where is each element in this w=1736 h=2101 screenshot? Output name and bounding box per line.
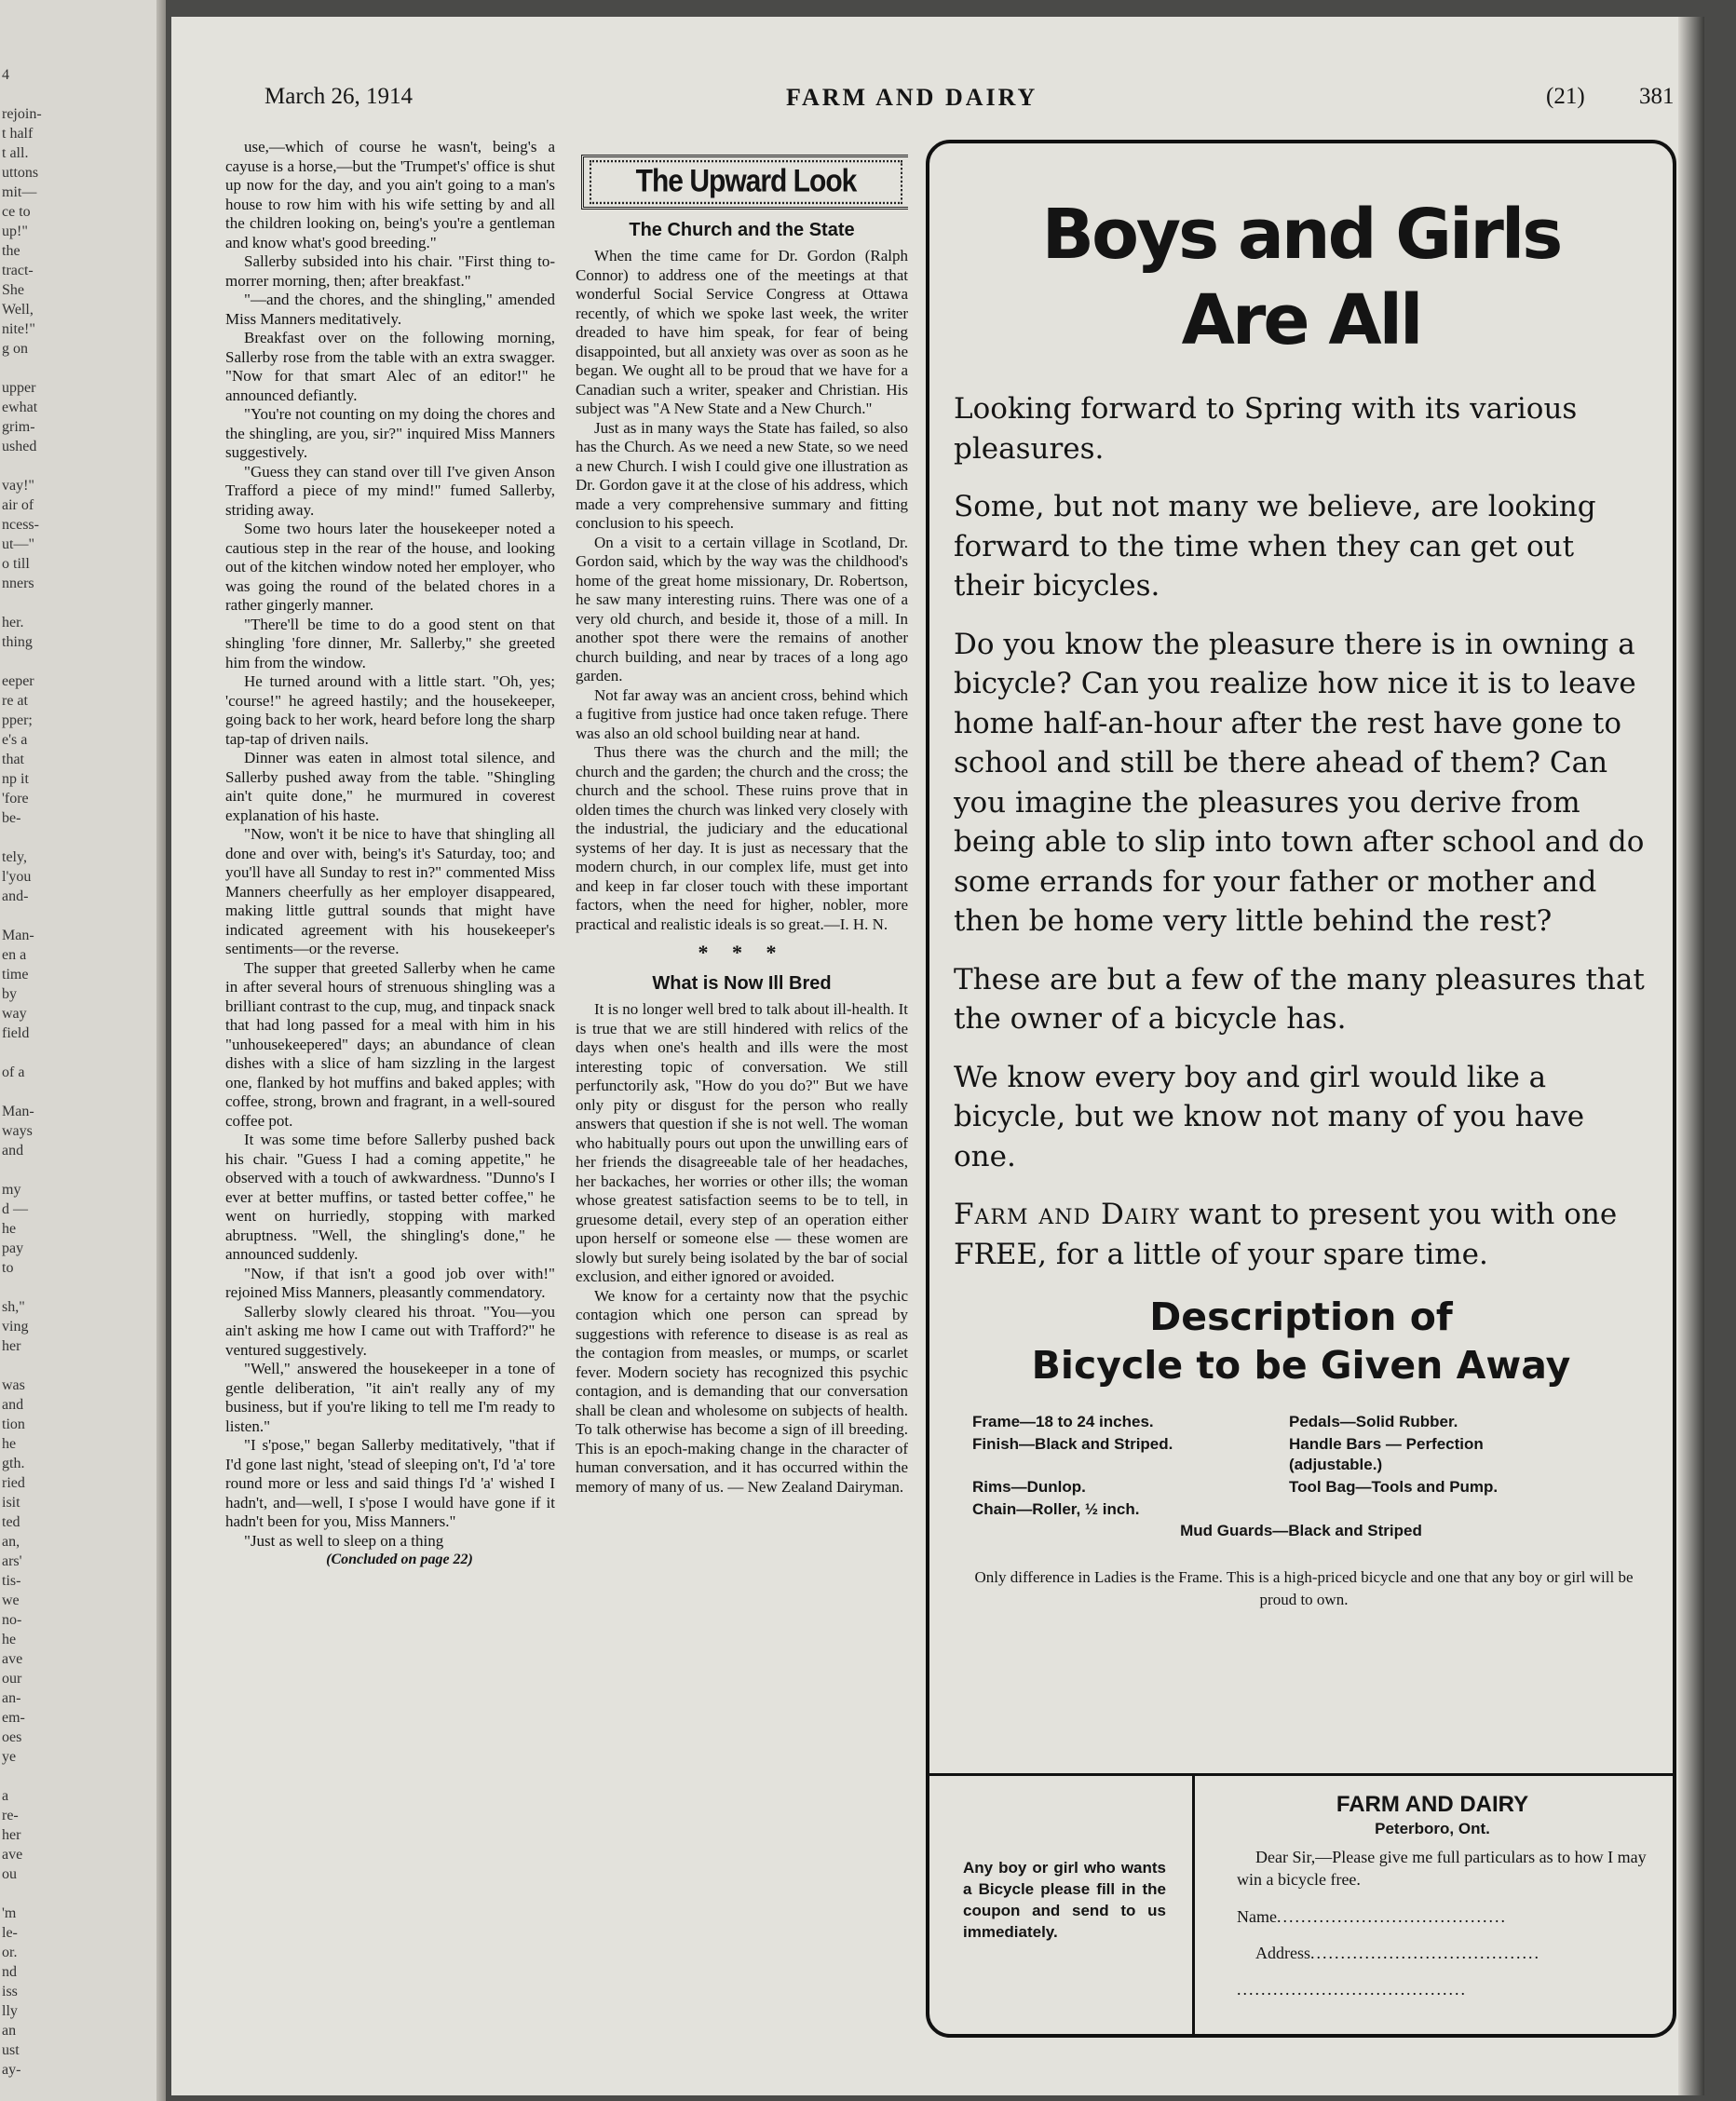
- story-paragraph: Dinner was eaten in almost total silence, and Sallerby pushed away from the table. "Shingling ain't quite done," he murmured in coverest explanation of his haste.: [225, 749, 555, 824]
- description-heading-line-2: Bicycle to be Given Away: [1031, 1343, 1571, 1388]
- bicycle-specs: [972, 1412, 1673, 1520]
- fragment-line: air of: [2, 497, 34, 513]
- page-number: 381: [1639, 84, 1675, 109]
- story-paragraph: "—and the chores, and the shingling," amended Miss Manners meditatively.: [225, 291, 555, 328]
- fragment-line: my: [2, 1182, 21, 1198]
- fragment-line: np it: [2, 771, 29, 787]
- coupon-form: [1209, 1792, 1656, 1999]
- story-text: [225, 138, 555, 1551]
- continued-note: (Concluded on page 22): [326, 1552, 473, 1567]
- fragment-line: he: [2, 1632, 17, 1647]
- spec-item: Pedals—Solid Rubber.: [1289, 1413, 1458, 1430]
- fragment-line: mit—: [2, 184, 37, 200]
- fragment-line: ars': [2, 1553, 22, 1569]
- fragment-line: up!": [2, 224, 28, 239]
- fragment-line: ce to: [2, 204, 31, 220]
- fragment-line: of a: [2, 1064, 25, 1080]
- fragment-line: and: [2, 1397, 24, 1413]
- fragment-line: re at: [2, 693, 28, 709]
- article-paragraph: We know for a certainty now that the psychic contagion which one person can spread by suggestions with reference to disease is as real as the contagion from measles, or mumps, or scarlet fever. Modern society has recognized this psychic contagion, and is demanding that our conversation shall be clean and wholesome on subjects of health. To talk otherwise has become a sign of ill breeding. This is an epoch-making change in the character of human conversation, and it has occurred within the memory of many of us. — New Zealand Dairyman.: [576, 1286, 908, 1496]
- description-heading-line-1: Description of: [1149, 1294, 1453, 1339]
- name-dots: ......................................: [1276, 1907, 1507, 1926]
- running-header: [264, 84, 1704, 121]
- story-paragraph: It was some time before Sallerby pushed back his chair. "Guess I had a coming appetite," he observed with a touch of awkwardness. "Dunno's I ever at better muffins, or tasted better coffee," he went on hurriedly, stopping with marked abruptness. "Well, the shingling's done," he announced suddenly.: [225, 1131, 555, 1263]
- fragment-line: thing: [2, 634, 33, 650]
- fragment-line: ut—": [2, 536, 34, 552]
- article-paragraph: It is no longer well bred to talk about ill-health. It is true that we are still hindered with relics of the days when one's health and ills were the most interesting topic of conversation. We still perfunctorily ask, "How do you do?" But we have only pity or disgust for the person who really answers that question if she is not well. The woman who habitually pours out upon the unwilling ears of her friends the disagreeable tale of her headaches, her backaches, her worries or other ills; the woman whose greatest satisfaction seems to be to tell, in gruesome detail, every step of an operation either upon herself or someone else — these women are slowly but surely being isolated by the bar of social exclusion, and either ignored or avoided.: [576, 1000, 908, 1285]
- upward-look-column: [576, 138, 908, 2075]
- fragment-line: tely,: [2, 849, 27, 865]
- fragment-line: by: [2, 986, 17, 1002]
- page-edge-shadow: [1678, 17, 1704, 2095]
- article-paragraph: Just as in many ways the State has failed, so also has the Church. As we need a new State, so we need a new Church. I wish I could give one illustration as Dr. Gordon gave it at the close of his address, which made a very comprehensive summary and fitting conclusion to his speech.: [576, 418, 908, 532]
- fragment-line: was: [2, 1377, 25, 1393]
- story-paragraph: The supper that greeted Sallerby when he came in after several hours of strenuous shingling was a brilliant contrast to the cup, mug, and tinpack snack that had long passed for a meal with him in his "unhousekeepered" days; an abundance of clean dishes with a slice of ham sizzling in the largest one, flanked by hot muffins and baked apples; with coffee, strong, brown and fragrant, in a well-soured coffee pot.: [225, 958, 555, 1130]
- fragment-line: le-: [2, 1925, 18, 1941]
- article-heading: The Church and the State: [629, 219, 855, 240]
- fragment-line: ried: [2, 1475, 25, 1491]
- fragment-line: ou: [2, 1866, 17, 1882]
- fragment-line: ave: [2, 1651, 23, 1667]
- issue-date: March 26, 1914: [264, 84, 413, 109]
- address-label: Address: [1255, 1944, 1310, 1962]
- ladies-note: Only difference in Ladies is the Frame. This is a high-priced bicycle and one that any boy or girl will be proud to own.: [974, 1568, 1634, 1608]
- coupon-instructions: Any boy or girl who wants a Bicycle please fill in the coupon and send to us immediately.: [963, 1859, 1166, 1941]
- fragment-line: field: [2, 1025, 30, 1041]
- fragment-line: Man-: [2, 1104, 34, 1119]
- description-heading: [929, 1293, 1673, 1389]
- story-column: [225, 138, 555, 2075]
- extra-address-line[interactable]: [1237, 1980, 1656, 1999]
- fragment-line: nd: [2, 1964, 17, 1980]
- fragment-line: our: [2, 1671, 22, 1687]
- address-dots: ......................................: [1310, 1944, 1540, 1962]
- story-paragraph: "You're not counting on my doing the chores and the shingling, are you, sir?" inquired Miss Manners suggestively.: [225, 405, 555, 461]
- fragment-line: her: [2, 1338, 21, 1354]
- fragment-line: ye: [2, 1749, 17, 1765]
- spec-item: Finish—Black and Striped.: [972, 1435, 1173, 1453]
- masthead-title: FARM AND DAIRY: [786, 84, 1038, 111]
- fragment-line: vay!": [2, 478, 34, 494]
- fragment-line: rejoin-: [2, 106, 42, 122]
- spec-item: Handle Bars — Perfection (adjustable.): [1289, 1435, 1484, 1473]
- previous-page-fragment: [0, 0, 166, 2101]
- fragment-line: em-: [2, 1710, 25, 1726]
- fragment-line: that: [2, 752, 24, 767]
- bicycle-advertisement: [926, 140, 1676, 2038]
- fragment-line: no-: [2, 1612, 22, 1628]
- fragment-line: ted: [2, 1514, 20, 1530]
- fragment-line: 'm: [2, 1905, 17, 1921]
- spec-item: Rims—Dunlop.: [972, 1478, 1086, 1496]
- fragment-line: ewhat: [2, 400, 38, 415]
- article-paragraph: On a visit to a certain village in Scotland, Dr. Gordon said, which by the way was the childhood's home of the great home missionary, Dr. Robertson, he saw many interesting ruins. There was one of a very old church, and beside it, those of a mill. In another spot there were the remains of another church building, and near by traces of a long ago garden.: [576, 533, 908, 685]
- fragment-line: to: [2, 1260, 14, 1276]
- story-paragraph: "Now, won't it be nice to have that shingling all done and over with, being's it's Saturday, too; and you'll have all Sunday to rest in?" commented Miss Manners cheerfully as her employer disappeared, making little guttral sounds that might have indicated agreement with his housekeeper's sentiments—or the reverse.: [225, 825, 555, 957]
- extra-dots: ......................................: [1237, 1980, 1467, 1999]
- fragment-line: her: [2, 1827, 21, 1843]
- article-paragraph: Not far away was an ancient cross, behind which a fugitive from justice had once taken refuge. There was also an old school building near at hand.: [576, 685, 908, 742]
- ad-paragraph: Do you know the pleasure there is in owning a bicycle? Can you realize how nice it is to leave home half-an-hour after the rest have gone to school and still be there ahead of them? Can you imagine the pleasures you derive from being able to slip into town after school and do some errands for your father or mother and then be home very little behind the rest?: [954, 627, 1645, 938]
- fragment-line: and: [2, 1143, 24, 1159]
- fragment-line: g on: [2, 341, 28, 357]
- fragment-line: nite!": [2, 321, 35, 337]
- story-paragraph: Breakfast over on the following morning, Sallerby rose from the table with an extra swagger. "Now for that smart Alec of an editor!" he announced defiantly.: [225, 329, 555, 404]
- brand-name: Farm and Dairy: [954, 1198, 1180, 1231]
- fragment-line: t half: [2, 126, 34, 142]
- story-paragraph: Sallerby slowly cleared his throat. "You—you ain't asking me how I came out with Trafford?" he ventured suggestively.: [225, 1302, 555, 1359]
- ad-body: [954, 389, 1652, 1274]
- article-paragraph: Thus there was the church and the mill; the church and the garden; the church and the cross; the church and the school. These ruins prove that in olden times the church was linked very closely with the industrial, the judiciary and the educational systems of her day. It is just as necessary that the modern church, in our complex life, must get into and keep in far closer touch with these important factors, when the need for higher, nobler, more practical and realistic ideals is so great.—I. H. N.: [576, 743, 908, 933]
- fragment-line: and-: [2, 888, 29, 904]
- story-paragraph: use,—which of course he wasn't, being's a cayuse is a horse,—but the 'Trumpet's' office is shut up now for the day, and you ain't going to a man's house to row him with his wife setting by and all the children looking on, being's you're a gentleman and know what's good breeding.": [225, 138, 555, 251]
- section-title: The Upward Look: [590, 160, 902, 204]
- fragment-line: Man-: [2, 928, 34, 943]
- story-paragraph: "Now, if that isn't a good job over with!" rejoined Miss Manners, pleasantly commendatory.: [225, 1264, 555, 1301]
- fragment-line: l'you: [2, 869, 32, 885]
- fragment-line: pper;: [2, 712, 33, 728]
- story-paragraph: Sallerby subsided into his chair. "First thing to-morrer morning, then; after breakfast.": [225, 252, 555, 290]
- name-field[interactable]: [1237, 1907, 1656, 1927]
- fragment-line: we: [2, 1593, 20, 1608]
- fragment-line: ways: [2, 1123, 33, 1139]
- spec-item: Tool Bag—Tools and Pump.: [1289, 1478, 1499, 1496]
- story-paragraph: "There'll be time to do a good stent on that shingling 'fore dinner, Mr. Sallerby," she greeted him from the window.: [225, 615, 555, 671]
- fragment-line: ave: [2, 1847, 23, 1863]
- ad-headline-line-2: Are All: [1181, 280, 1421, 360]
- section-divider: * * *: [698, 941, 786, 964]
- story-paragraph: "Guess they can stand over till I've given Anson Trafford a piece of my mind!" fumed Sallerby, striding away.: [225, 462, 555, 519]
- story-paragraph: "I s'pose," began Sallerby meditatively, "that if I'd gone last night, 'stead of sleeping on't, I'd 'a' tore round more or less and said things I'd 'a' wished I hadn't, and—well, I s'pose I would have gone if it hadn't been for you, Miss Manners.": [225, 1436, 555, 1530]
- ad-paragraphs: [954, 389, 1652, 1176]
- coupon-brand: FARM AND DAIRY: [1336, 1792, 1529, 1817]
- ad-paragraph: We know every boy and girl would like a bicycle, but we know not many of you have one.: [954, 1060, 1585, 1173]
- fragment-line: time: [2, 967, 29, 983]
- fragment-line: an: [2, 2023, 17, 2039]
- ad-headline-line-1: Boys and Girls: [1041, 195, 1561, 275]
- fragment-line: iss: [2, 1984, 18, 1999]
- fragment-line: be-: [2, 810, 21, 826]
- coupon-divider: [929, 1773, 1673, 1776]
- spec-item: Chain—Roller, ½ inch.: [972, 1500, 1140, 1518]
- fragment-line: tion: [2, 1416, 25, 1432]
- name-label: Name: [1237, 1907, 1277, 1926]
- fragment-line: an,: [2, 1534, 20, 1550]
- spec-item: Frame—18 to 24 inches.: [972, 1413, 1154, 1430]
- fragment-line: the: [2, 243, 20, 259]
- fragment-line: She: [2, 282, 24, 298]
- article-paragraph: When the time came for Dr. Gordon (Ralph Connor) to address one of the meetings at that wonderful Social Service Congress at Ottawa recently, of which we spoke last week, the writer dreaded to have him speak, for fear of being disappointed, but all anxiety was over as soon as he began. We ought all to be proud that we have for a Canadian such a writer, speaker and Christian. His subject was "A New State and a New Church.": [576, 247, 908, 417]
- address-field[interactable]: [1255, 1944, 1656, 1963]
- fragment-line: or.: [2, 1945, 18, 1960]
- ad-paragraph: Looking forward to Spring with its various pleasures.: [954, 392, 1578, 466]
- fragment-line: 4: [2, 67, 9, 83]
- story-paragraph: He turned around with a little start. "Oh, yes; 'course!" he agreed hastily; and the housekeeper, going back to her work, heard before long the sharp tap-tap of driven nails.: [225, 672, 555, 748]
- fragment-line: e's a: [2, 732, 28, 748]
- story-paragraph: "Just as well to sleep on a thing: [244, 1531, 444, 1550]
- coupon-letter: Dear Sir,—Please give me full particulars as to how I may win a bicycle free.: [1237, 1848, 1647, 1889]
- fragment-line: eeper: [2, 673, 34, 689]
- ad-headline: [929, 192, 1673, 363]
- fragment-line: he: [2, 1221, 17, 1237]
- fragment-line: isit: [2, 1495, 20, 1511]
- fragment-line: lly: [2, 2003, 18, 2019]
- article-body: [576, 247, 908, 934]
- ad-paragraph: Some, but not many we believe, are looking forward to the time when they can get out their bicycles.: [954, 490, 1596, 603]
- ad-offer: [954, 1195, 1652, 1274]
- fragment-line: uttons: [2, 165, 39, 181]
- fragment-line: ay-: [2, 2062, 21, 2078]
- ad-paragraph: These are but a few of the many pleasures that the owner of a bicycle has.: [954, 962, 1645, 1036]
- fragment-line: tract-: [2, 263, 34, 278]
- fragment-line: her.: [2, 615, 24, 630]
- fragment-line: grim-: [2, 419, 35, 435]
- coupon-city: Peterboro, Ont.: [1375, 1820, 1490, 1837]
- article-body-2: [576, 1000, 908, 1497]
- fragment-line: a: [2, 1788, 9, 1804]
- fragment-line: en a: [2, 947, 27, 963]
- story-paragraph: Some two hours later the housekeeper noted a cautious step in the rear of the house, and looking out of the kitchen window noted her employer, who was going the round of the belated chores in a rather gingerly manner.: [225, 520, 555, 614]
- fragment-line: ncess-: [2, 517, 39, 533]
- fragment-line: oes: [2, 1729, 22, 1745]
- offer-text: want to present you with one FREE, for a little of your spare time.: [954, 1198, 1618, 1271]
- fragment-line: he: [2, 1436, 17, 1452]
- fragment-line: ust: [2, 2042, 20, 2058]
- fragment-line: Well,: [2, 302, 34, 318]
- page-gutter: [156, 0, 166, 2101]
- fragment-line: d —: [2, 1201, 28, 1217]
- fragment-line: re-: [2, 1808, 19, 1823]
- article-heading-2: What is Now Ill Bred: [652, 972, 832, 994]
- fragment-line: gth.: [2, 1456, 25, 1471]
- spec-item: [1289, 1499, 1568, 1520]
- fragment-line: 'fore: [2, 791, 29, 807]
- fragment-line: o till: [2, 556, 30, 572]
- fragment-line: pay: [2, 1240, 24, 1256]
- story-paragraph: "Well," answered the housekeeper in a tone of gentle deliberation, "it ain't really any of my business, but if you're liking to tell me I'm ready to listen.": [225, 1360, 555, 1435]
- fragment-line: an-: [2, 1690, 21, 1706]
- spec-mudguards: Mud Guards—Black and Striped: [1180, 1522, 1422, 1539]
- fragment-line: ving: [2, 1319, 29, 1335]
- fragment-line: sh,": [2, 1299, 25, 1315]
- fragment-line: tis-: [2, 1573, 21, 1589]
- fragment-line: nners: [2, 576, 34, 591]
- fragment-line: way: [2, 1006, 27, 1022]
- issue-number: (21): [1546, 84, 1585, 109]
- fragment-line: upper: [2, 380, 36, 396]
- newspaper-page: [171, 17, 1704, 2095]
- fragment-line: ushed: [2, 439, 37, 454]
- fragment-line: t all.: [2, 145, 29, 161]
- coupon-vertical-divider: [1192, 1773, 1195, 2034]
- section-banner: [581, 155, 908, 210]
